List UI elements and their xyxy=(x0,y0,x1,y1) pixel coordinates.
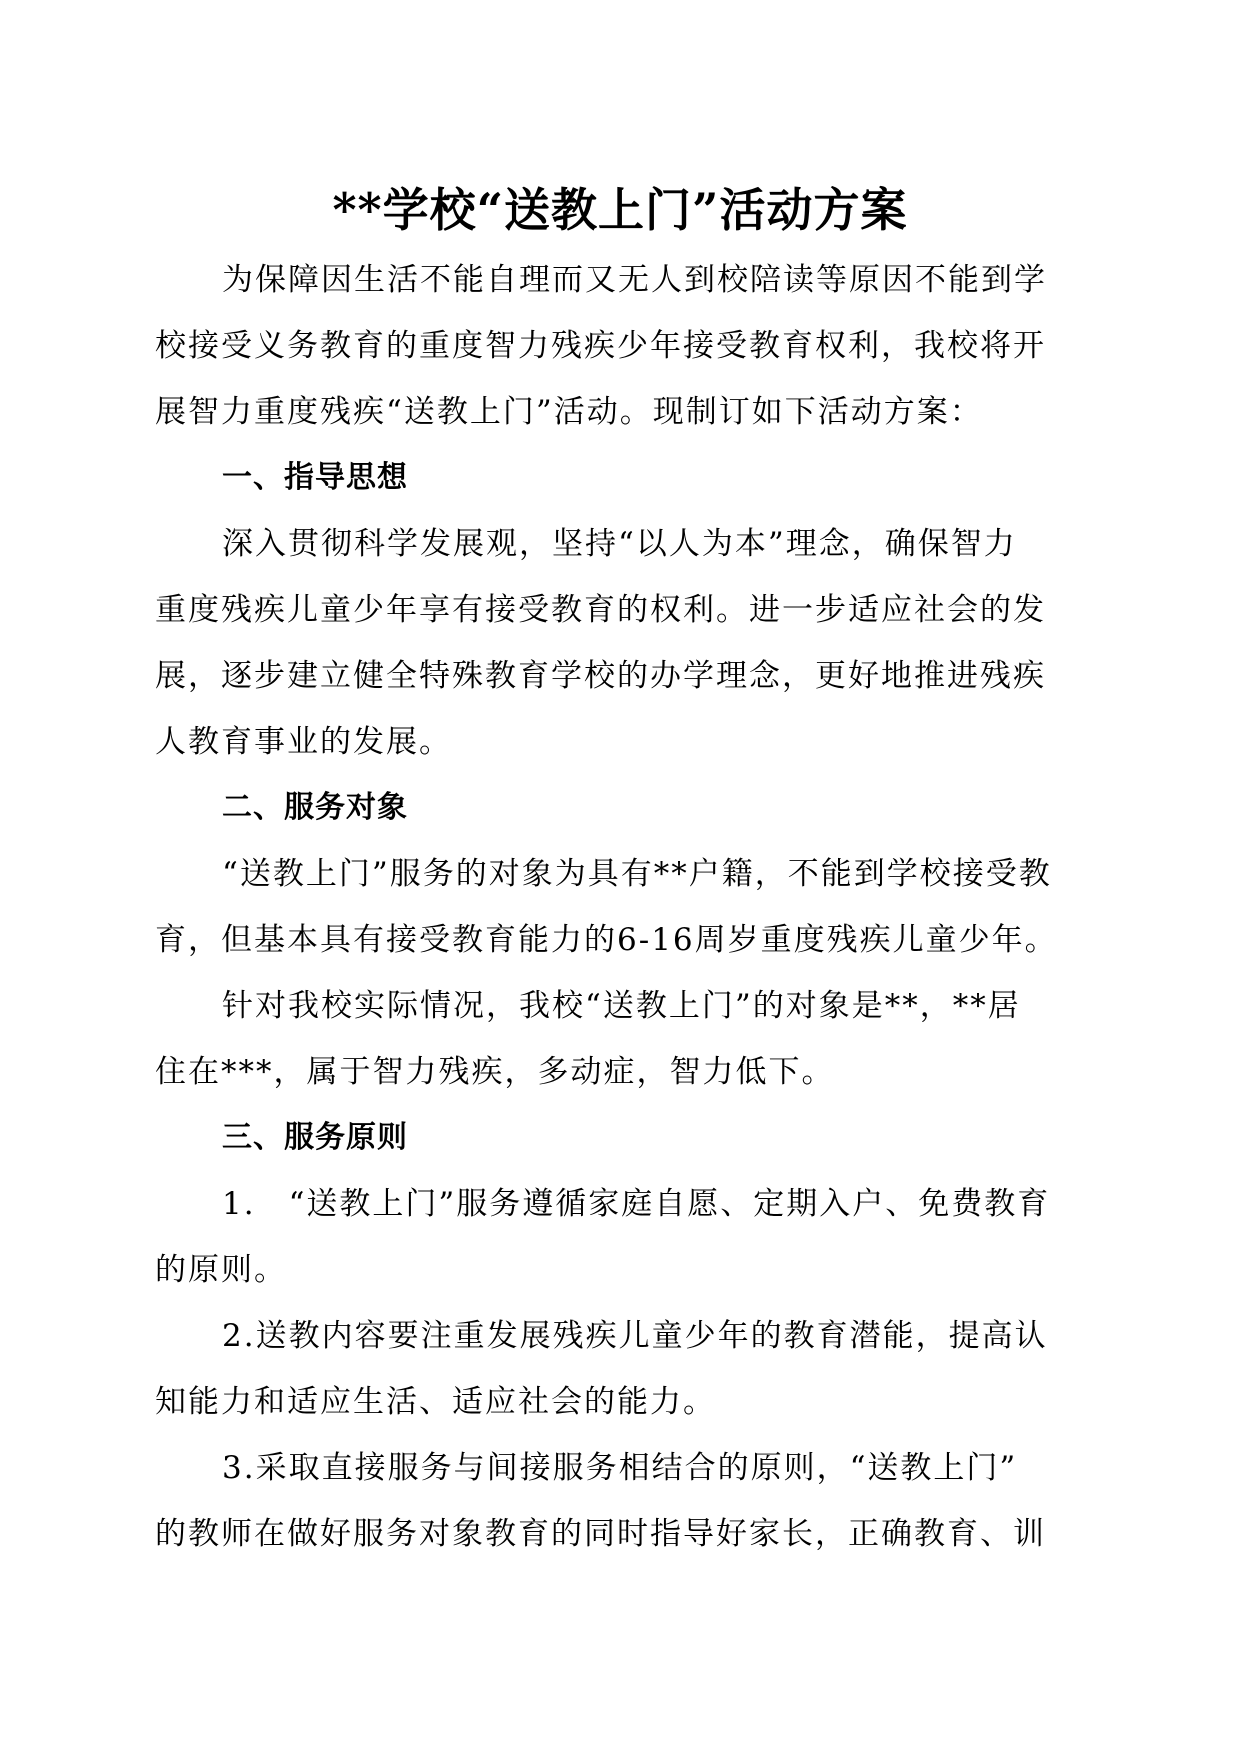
paragraph-line: 深入贯彻科学发展观，坚持“以人为本”理念，确保智力 xyxy=(222,526,1017,562)
paragraph-line: 知能力和适应生活、适应社会的能力。 xyxy=(155,1384,716,1420)
section-heading: 三、服务原则 xyxy=(222,1120,408,1155)
paragraph-line: 重度残疾儿童少年享有接受教育的权利。进一步适应社会的发 xyxy=(155,592,1046,628)
paragraph-line: 展智力重度残疾“送教上门”活动。现制订如下活动方案： xyxy=(155,394,983,430)
paragraph-line: 住在***，属于智力残疾，多动症，智力低下。 xyxy=(155,1054,835,1090)
paragraph-line: 人教育事业的发展。 xyxy=(155,724,452,760)
paragraph-line: 1. “送教上门”服务遵循家庭自愿、定期入户、免费教育 xyxy=(222,1186,1051,1222)
paragraph-line: 为保障因生活不能自理而又无人到校陪读等原因不能到学 xyxy=(222,262,1047,298)
paragraph-line: 的原则。 xyxy=(155,1252,287,1288)
paragraph-line: 3.采取直接服务与间接服务相结合的原则，“送教上门” xyxy=(222,1450,1018,1486)
section-heading: 二、服务对象 xyxy=(222,790,408,825)
paragraph-line: “送教上门”服务的对象为具有**户籍，不能到学校接受教 xyxy=(222,856,1052,892)
paragraph-line: 2.送教内容要注重发展残疾儿童少年的教育潜能，提高认 xyxy=(222,1318,1048,1354)
paragraph-line: 展，逐步建立健全特殊教育学校的办学理念，更好地推进残疾 xyxy=(155,658,1046,694)
paragraph-line: 校接受义务教育的重度智力残疾少年接受教育权利，我校将开 xyxy=(155,328,1046,364)
document-title: **学校“送教上门”活动方案 xyxy=(332,183,908,237)
paragraph-line: 的教师在做好服务对象教育的同时指导好家长，正确教育、训 xyxy=(155,1516,1046,1552)
section-heading: 一、指导思想 xyxy=(222,460,408,495)
paragraph-line: 育，但基本具有接受教育能力的6-16周岁重度残疾儿童少年。 xyxy=(155,922,1058,958)
paragraph-line: 针对我校实际情况，我校“送教上门”的对象是**，**居 xyxy=(222,988,1021,1024)
